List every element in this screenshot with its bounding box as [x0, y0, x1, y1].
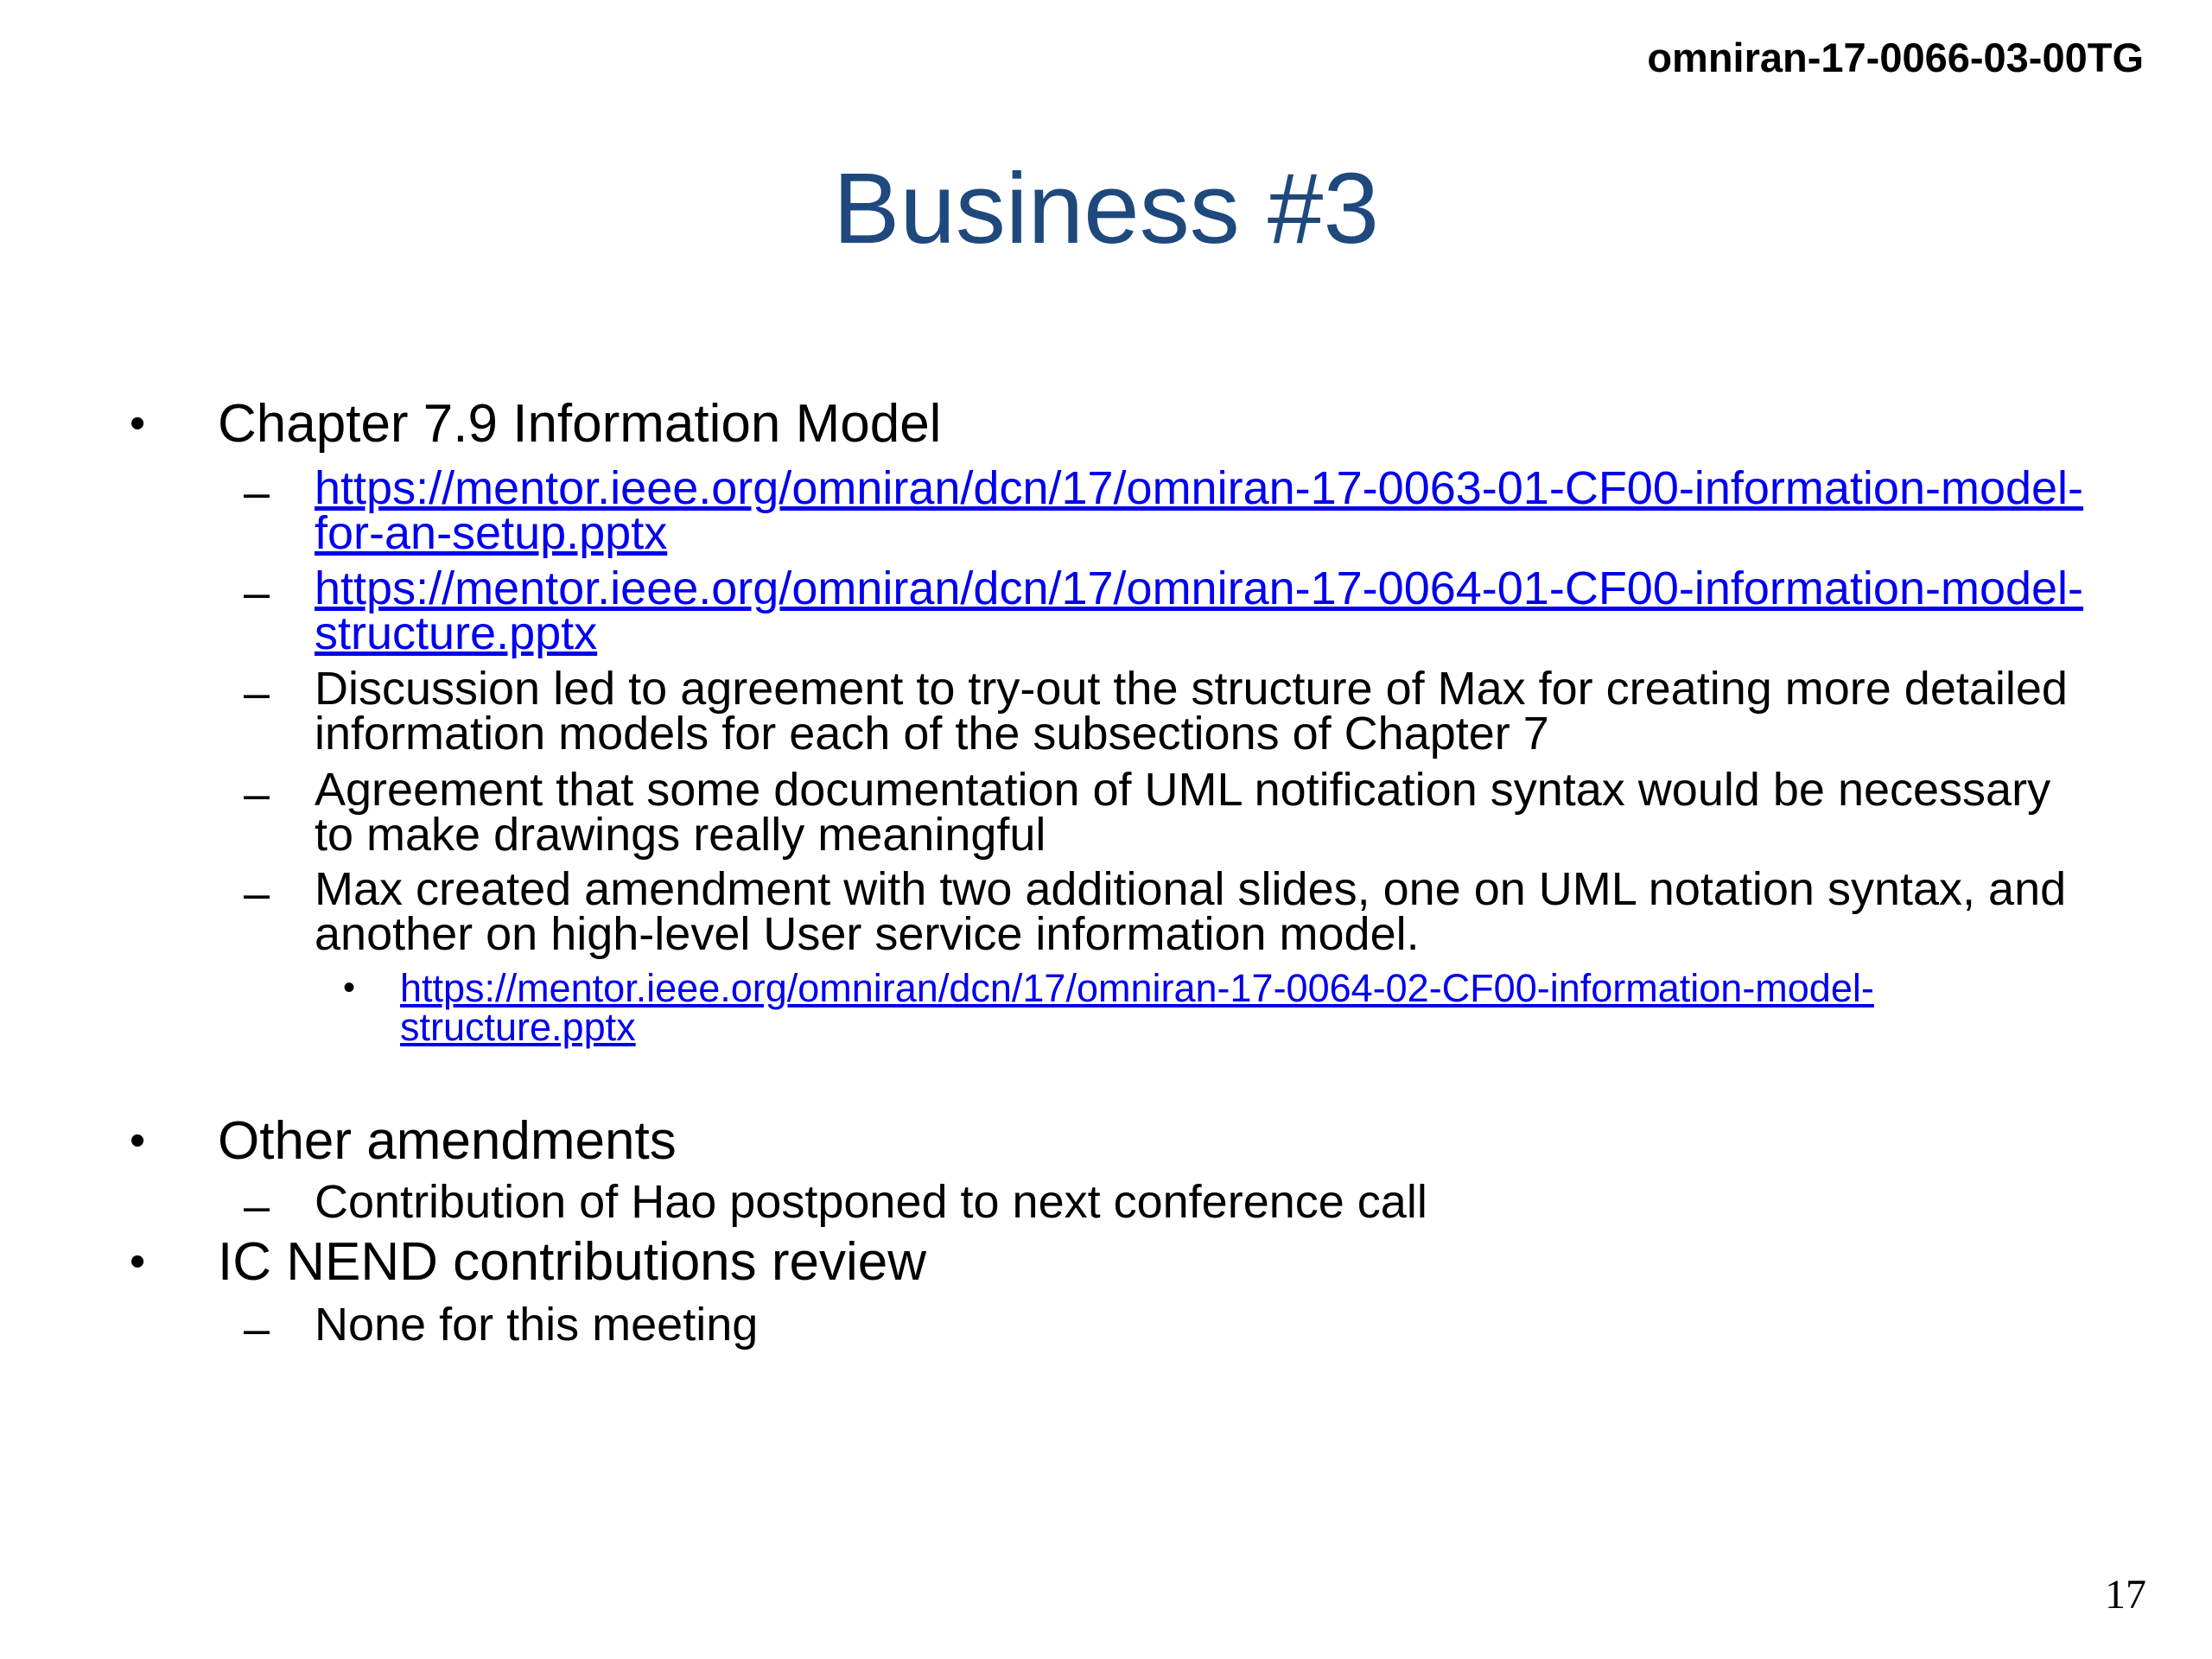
bullet-marker: •	[130, 398, 146, 448]
page-number: 17	[2105, 1572, 2146, 1618]
dash-marker: –	[244, 567, 270, 619]
document-id: omniran-17-0066-03-00TG	[1647, 35, 2144, 80]
sub-item-line2: another on high-level User service information model.	[315, 908, 1420, 960]
bullet-marker: •	[130, 1236, 146, 1287]
sub-item-line2: to make drawings really meaningful	[315, 809, 1046, 861]
link-0064-01-line1[interactable]: https://mentor.ieee.org/omniran/dcn/17/omniran-17-0064-01-CF00-information-model-	[315, 563, 2084, 614]
link-0064-02-line2[interactable]: structure.pptx	[400, 1005, 636, 1049]
link-0063-line1[interactable]: https://mentor.ieee.org/omniran/dcn/17/omniran-17-0063-01-CF00-information-model-	[315, 462, 2084, 514]
slide-title: Business #3	[833, 152, 1379, 264]
sub-item-line1: None for this meeting	[315, 1299, 759, 1351]
sub-item-line1: Agreement that some documentation of UML notification syntax would be necessary	[315, 764, 2051, 816]
dash-marker: –	[244, 768, 270, 820]
subsub-item-text	[400, 966, 2128, 1049]
link-0064-01-line2[interactable]: structure.pptx	[315, 607, 598, 659]
dash-marker: –	[244, 1180, 270, 1232]
sub-item-line1: Discussion led to agreement to try-out the structure of Max for creating more detailed	[315, 663, 2068, 715]
bullet-marker-small: •	[343, 969, 356, 1007]
sub-item-text	[315, 1299, 2172, 1351]
dash-marker: –	[244, 667, 270, 719]
bullet-text: Chapter 7.9 Information Model	[218, 394, 942, 454]
sub-item-text	[315, 462, 2172, 559]
bullet-marker: •	[130, 1116, 146, 1166]
sub-item-line2: information models for each of the subsections of Chapter 7	[315, 708, 1549, 760]
sub-item-text	[315, 863, 2172, 960]
sub-item-text	[315, 764, 2172, 861]
link-0063-line2[interactable]: for-an-setup.pptx	[315, 507, 668, 559]
sub-item-line1: Contribution of Hao postponed to next conference call	[315, 1176, 1427, 1228]
bullet-text: Other amendments	[218, 1111, 677, 1171]
sub-item-text	[315, 563, 2172, 659]
link-0064-02-line1[interactable]: https://mentor.ieee.org/omniran/dcn/17/omniran-17-0064-02-CF00-information-model-	[400, 966, 1874, 1010]
dash-marker: –	[244, 467, 270, 518]
sub-item-text	[315, 1176, 2172, 1228]
dash-marker: –	[244, 868, 270, 919]
sub-item-line1: Max created amendment with two additional slides, one on UML notation syntax, and	[315, 863, 2067, 915]
bullet-text: IC NEND contributions review	[218, 1232, 927, 1292]
dash-marker: –	[244, 1303, 270, 1355]
sub-item-text	[315, 663, 2172, 760]
